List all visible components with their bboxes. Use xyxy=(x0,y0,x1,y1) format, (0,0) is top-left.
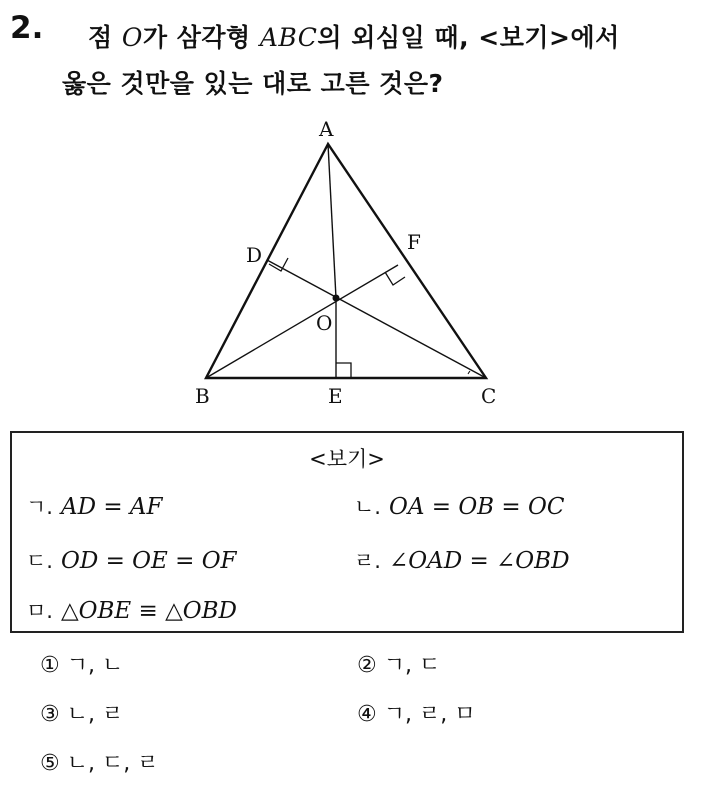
choice-4[interactable]: ④ ㄱ, ㄹ, ㅁ xyxy=(357,702,476,727)
bogi-item-c xyxy=(26,545,237,575)
right-angle-mark-f xyxy=(385,272,405,285)
choice-5[interactable]: ⑤ ㄴ, ㄷ, ㄹ xyxy=(40,751,159,776)
question-line-2: 옳은 것만을 있는 대로 고른 것은? xyxy=(62,69,444,98)
bogi-expression: △OBE ≡ △OBD xyxy=(60,598,237,624)
question-text: 가 삼각형 xyxy=(142,23,260,52)
label-a: A xyxy=(319,117,334,141)
label-d: D xyxy=(246,243,263,267)
choice-3[interactable]: ③ ㄴ, ㄹ xyxy=(40,702,124,727)
label-b: B xyxy=(195,384,210,408)
bogi-expression: OD = OE = OF xyxy=(60,548,237,574)
bogi-item-e xyxy=(26,595,237,625)
triangle-variable: ABC xyxy=(259,23,318,52)
label-f: F xyxy=(407,230,421,254)
question-number: 2. xyxy=(10,10,44,46)
bogi-expression: AD = AF xyxy=(60,494,163,520)
triangle-figure xyxy=(0,110,720,410)
segment-oa xyxy=(328,144,336,298)
bogi-box xyxy=(10,431,684,633)
bogi-expression: OA = OB = OC xyxy=(388,494,565,520)
question-text: 의 외심일 때, <보기>에서 xyxy=(317,23,620,52)
bogi-item-b xyxy=(354,491,564,521)
bogi-marker: ㄴ. xyxy=(354,495,381,519)
label-e: E xyxy=(328,384,343,408)
bogi-marker: ㄹ. xyxy=(354,549,381,573)
angle-mark-c xyxy=(468,371,470,374)
choice-2[interactable]: ② ㄱ, ㄷ xyxy=(357,653,441,678)
right-angle-mark-e xyxy=(336,363,351,378)
label-c: C xyxy=(481,384,497,408)
circumcenter-point-o xyxy=(333,295,340,302)
question-line-1 xyxy=(88,18,620,54)
point-o-variable: O xyxy=(121,23,143,52)
bogi-item-d xyxy=(354,545,570,575)
choice-1[interactable]: ① ㄱ, ㄴ xyxy=(40,653,124,678)
bogi-marker: ㄷ. xyxy=(26,549,53,573)
bogi-marker: ㅁ. xyxy=(26,599,53,623)
bogi-item-a xyxy=(26,491,162,521)
question-text: 점 xyxy=(88,23,122,52)
bogi-expression: ∠OAD = ∠OBD xyxy=(388,548,570,574)
bogi-marker: ㄱ. xyxy=(26,495,53,519)
label-o: O xyxy=(316,311,333,335)
bogi-title: <보기> xyxy=(309,447,385,471)
